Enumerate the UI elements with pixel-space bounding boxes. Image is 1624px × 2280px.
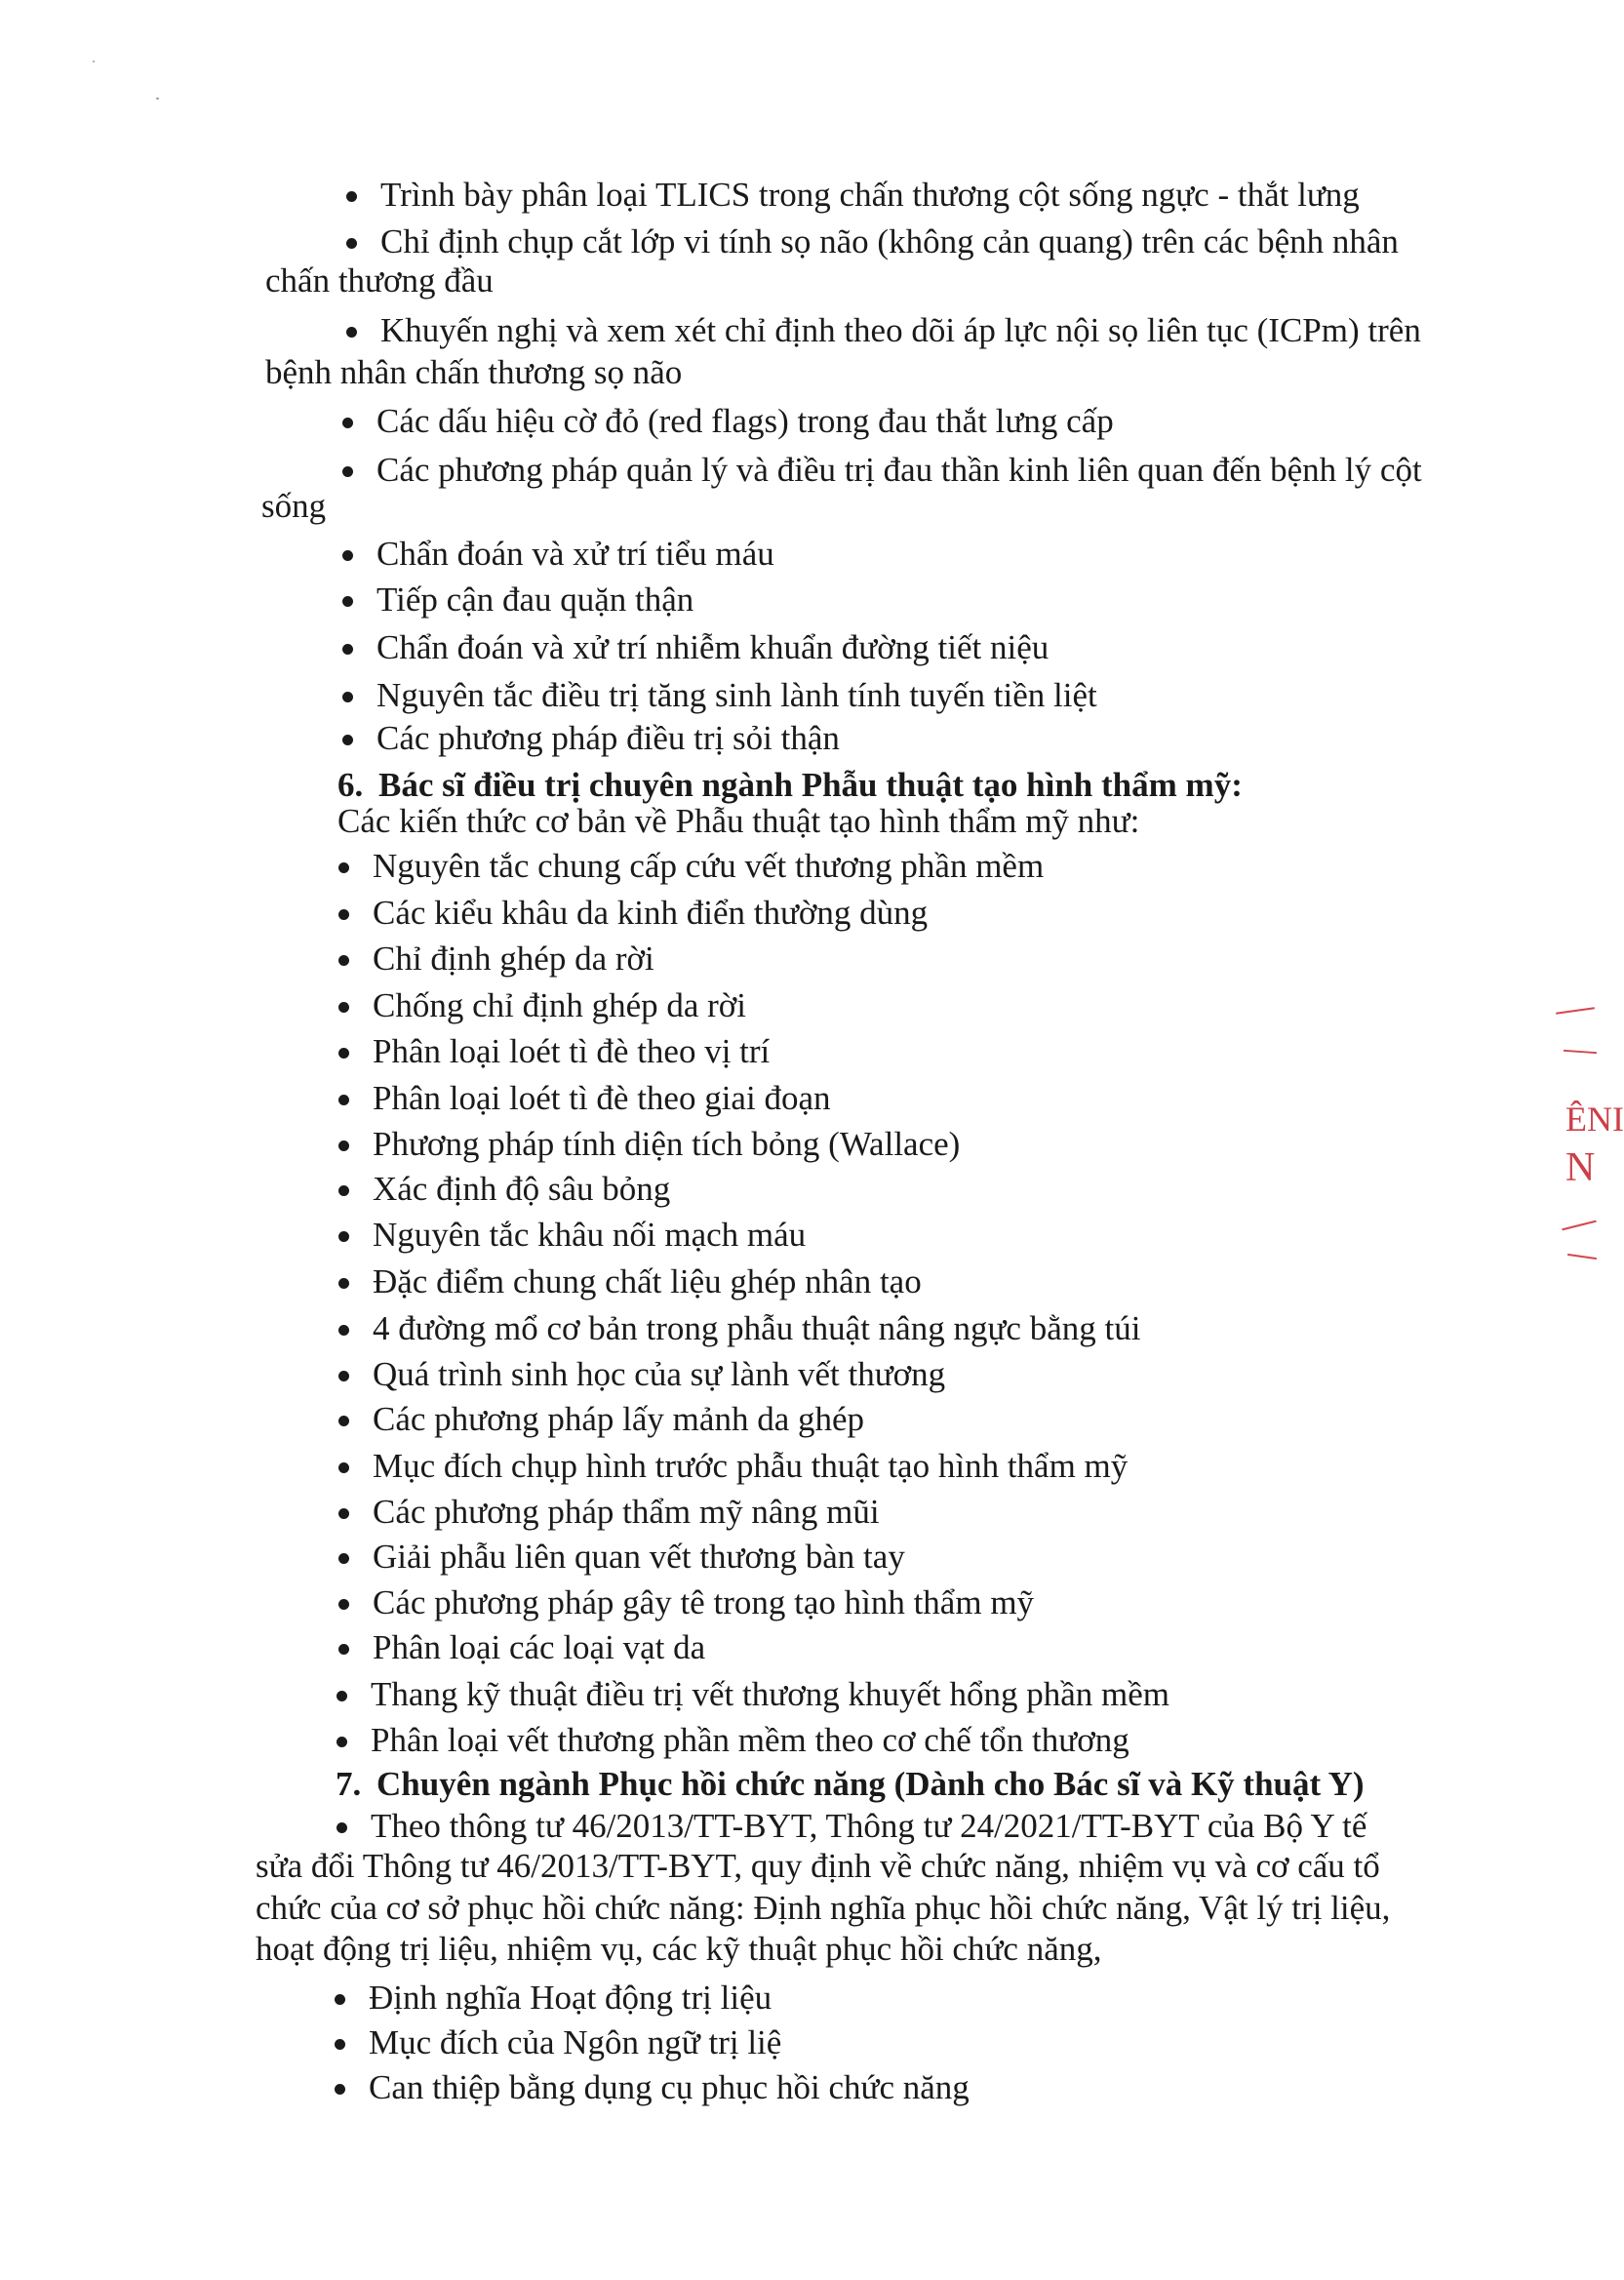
scan-speck	[156, 98, 159, 100]
list-item: Phân loại loét tì đè theo vị trí	[373, 1032, 771, 1070]
list-item: Chẩn đoán và xử trí tiểu máu	[376, 535, 774, 573]
paragraph-line: hoạt động trị liệu, nhiệm vụ, các kỹ thuật phục hồi chức năng,	[256, 1930, 1102, 1968]
list-item: Trình bày phân loại TLICS trong chấn thương cột sống ngực - thắt lưng	[380, 176, 1360, 214]
list-item-continuation: chấn thương đầu	[265, 261, 494, 300]
stamp-text: ÊNI	[1565, 1100, 1624, 1139]
list-item: Giải phẫu liên quan vết thương bàn tay	[373, 1538, 905, 1576]
list-item: 4 đường mổ cơ bản trong phẫu thuật nâng ngực bằng túi	[373, 1309, 1141, 1347]
list-item: Nguyên tắc khâu nối mạch máu	[373, 1216, 807, 1254]
stamp-border	[1564, 1050, 1597, 1054]
list-item: Đặc điểm chung chất liệu ghép nhân tạo	[373, 1262, 922, 1300]
list-item: Các phương pháp gây tê trong tạo hình thẩm mỹ	[373, 1583, 1035, 1621]
list-item: Chỉ định chụp cắt lớp vi tính sọ não (không cản quang) trên các bệnh nhân	[380, 222, 1399, 260]
list-item: Chẩn đoán và xử trí nhiễm khuẩn đường tiết niệu	[376, 628, 1050, 666]
list-item: Phương pháp tính diện tích bỏng (Wallace)	[373, 1125, 961, 1163]
list-item-continuation: bệnh nhân chấn thương sọ não	[265, 353, 683, 391]
section-number: 6.	[337, 766, 364, 804]
list-item: Phân loại vết thương phần mềm theo cơ chế tổn thương	[371, 1721, 1129, 1759]
list-item: Các phương pháp điều trị sỏi thận	[376, 719, 840, 757]
list-item: Định nghĩa Hoạt động trị liệu	[369, 1979, 772, 2017]
list-item: Nguyên tắc chung cấp cứu vết thương phần mềm	[373, 847, 1045, 885]
list-item: Phân loại loét tì đè theo giai đoạn	[373, 1079, 831, 1117]
list-item: Mục đích chụp hình trước phẫu thuật tạo hình thẩm mỹ	[373, 1447, 1129, 1485]
stamp-border	[1562, 1220, 1596, 1231]
list-item-continuation: sống	[261, 487, 327, 525]
list-item: Tiếp cận đau quặn thận	[376, 580, 694, 619]
section-title: Chuyên ngành Phục hồi chức năng (Dành cho Bác sĩ và Kỹ thuật Y)	[376, 1765, 1365, 1803]
section-heading-7	[336, 1765, 1365, 1804]
list-item: Chống chỉ định ghép da rời	[373, 986, 747, 1024]
paragraph-line: chức của cơ sở phục hồi chức năng: Định nghĩa phục hồi chức năng, Vật lý trị liệu,	[256, 1889, 1391, 1927]
paragraph-line: Theo thông tư 46/2013/TT-BYT, Thông tư 24/2021/TT-BYT của Bộ Y tế	[371, 1807, 1367, 1845]
list-item: Phân loại các loại vạt da	[373, 1628, 706, 1666]
paragraph-line: sửa đổi Thông tư 46/2013/TT-BYT, quy định về chức năng, nhiệm vụ và cơ cấu tổ	[256, 1847, 1380, 1885]
stamp-border	[1556, 1007, 1595, 1015]
list-item: Quá trình sinh học của sự lành vết thương	[373, 1355, 946, 1393]
stamp-border	[1567, 1254, 1597, 1260]
list-item: Các phương pháp quản lý và điều trị đau thần kinh liên quan đến bệnh lý cột	[376, 451, 1422, 489]
section-intro: Các kiến thức cơ bản về Phẫu thuật tạo hình thẩm mỹ như:	[337, 802, 1140, 840]
list-item: Chỉ định ghép da rời	[373, 940, 654, 978]
list-item: Các dấu hiệu cờ đỏ (red flags) trong đau thắt lưng cấp	[376, 402, 1114, 440]
list-item: Các phương pháp lấy mảnh da ghép	[373, 1400, 865, 1438]
list-item: Mục đích của Ngôn ngữ trị liệ	[369, 2023, 782, 2061]
stamp-fragment	[1556, 1000, 1624, 1273]
scan-speck	[93, 60, 95, 62]
list-item: Các kiểu khâu da kinh điển thường dùng	[373, 894, 929, 932]
list-item: Các phương pháp thẩm mỹ nâng mũi	[373, 1493, 880, 1531]
list-item: Xác định độ sâu bỏng	[373, 1170, 671, 1208]
list-item: Khuyến nghị và xem xét chỉ định theo dõi áp lực nội sọ liên tục (ICPm) trên	[380, 311, 1421, 349]
section-number: 7.	[336, 1765, 362, 1803]
list-item: Can thiệp bằng dụng cụ phục hồi chức năng	[369, 2068, 970, 2106]
stamp-text: N	[1565, 1145, 1596, 1190]
section-title: Bác sĩ điều trị chuyên ngành Phẫu thuật tạo hình thẩm mỹ:	[378, 766, 1243, 804]
list-item: Thang kỹ thuật điều trị vết thương khuyết hổng phần mềm	[371, 1675, 1169, 1713]
section-heading-6	[337, 766, 1243, 805]
list-item: Nguyên tắc điều trị tăng sinh lành tính tuyến tiền liệt	[376, 676, 1097, 714]
